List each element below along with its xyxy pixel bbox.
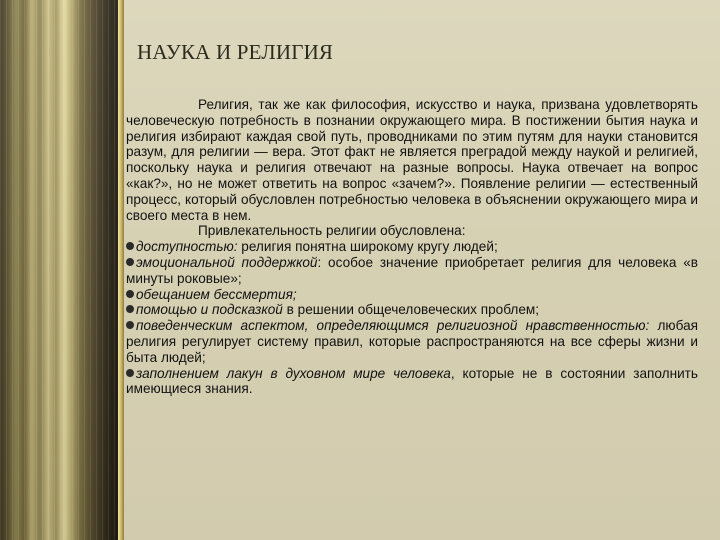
bullet-dot-icon: [126, 305, 134, 313]
list-item-emphasis: заполнением лакун в духовном мире человека: [136, 365, 451, 381]
list-item: [126, 366, 698, 398]
slide-title: НАУКА И РЕЛИГИЯ: [137, 40, 334, 64]
list-item: [126, 239, 698, 255]
bullet-dot-icon: [126, 290, 134, 298]
list-item: [126, 287, 698, 303]
list-item-text: любая религия регулирует систему правил, которые распространяются на все сферы жизни и быта людей;: [126, 318, 698, 365]
list-item-text: в решении общечеловеческих проблем;: [282, 302, 540, 318]
list-item-text: , которые не в состоянии заполнить имеющиеся знания.: [126, 365, 698, 397]
list-item-emphasis: помощью и подсказкой: [136, 302, 283, 318]
bullet-dot-icon: [126, 242, 134, 250]
bullet-dot-icon: [126, 258, 134, 266]
list-item-emphasis: доступностью:: [136, 239, 238, 255]
list-item: [126, 302, 698, 318]
list-item-emphasis: поведенческим аспектом, определяющимся религиозной нравственностью:: [136, 318, 650, 334]
decorative-gold-band: [0, 0, 118, 540]
list-item-text: : особое значение приобретает религия для человека «в минуты роковые»;: [126, 254, 698, 286]
slide-body: [126, 97, 698, 397]
intro-paragraph: Религия, так же как философия, искусство и наука, призвана удовлетворять человеческую потребность в познании окружающего мира. В постижении бытия наука и религия избирают каждая свой путь, проводниками по этим путям для науки становится разум, для религии — вера. Этот факт не является преградой между наукой и религией, поскольку наука и религия отвечают на разные вопросы. Наука отвечает на вопрос «как?», но не может ответить на вопрос «зачем?». Появление религии — естественный процесс, который обусловлен потребностью человека в объяснении окружающего мира и своего места в нем.: [126, 97, 698, 223]
list-item-emphasis: эмоциональной поддержкой: [136, 254, 318, 270]
list-item: [126, 318, 698, 365]
bullet-dot-icon: [126, 321, 134, 329]
list-item: [126, 255, 698, 287]
list-item-emphasis: обещанием бессмертия;: [136, 286, 297, 302]
decorative-gold-divider: [118, 0, 124, 540]
list-item-text: религия понятна широкому кругу людей;: [237, 239, 498, 255]
bullet-dot-icon: [126, 369, 134, 377]
list-heading: Привлекательность религии обусловлена:: [198, 223, 466, 239]
